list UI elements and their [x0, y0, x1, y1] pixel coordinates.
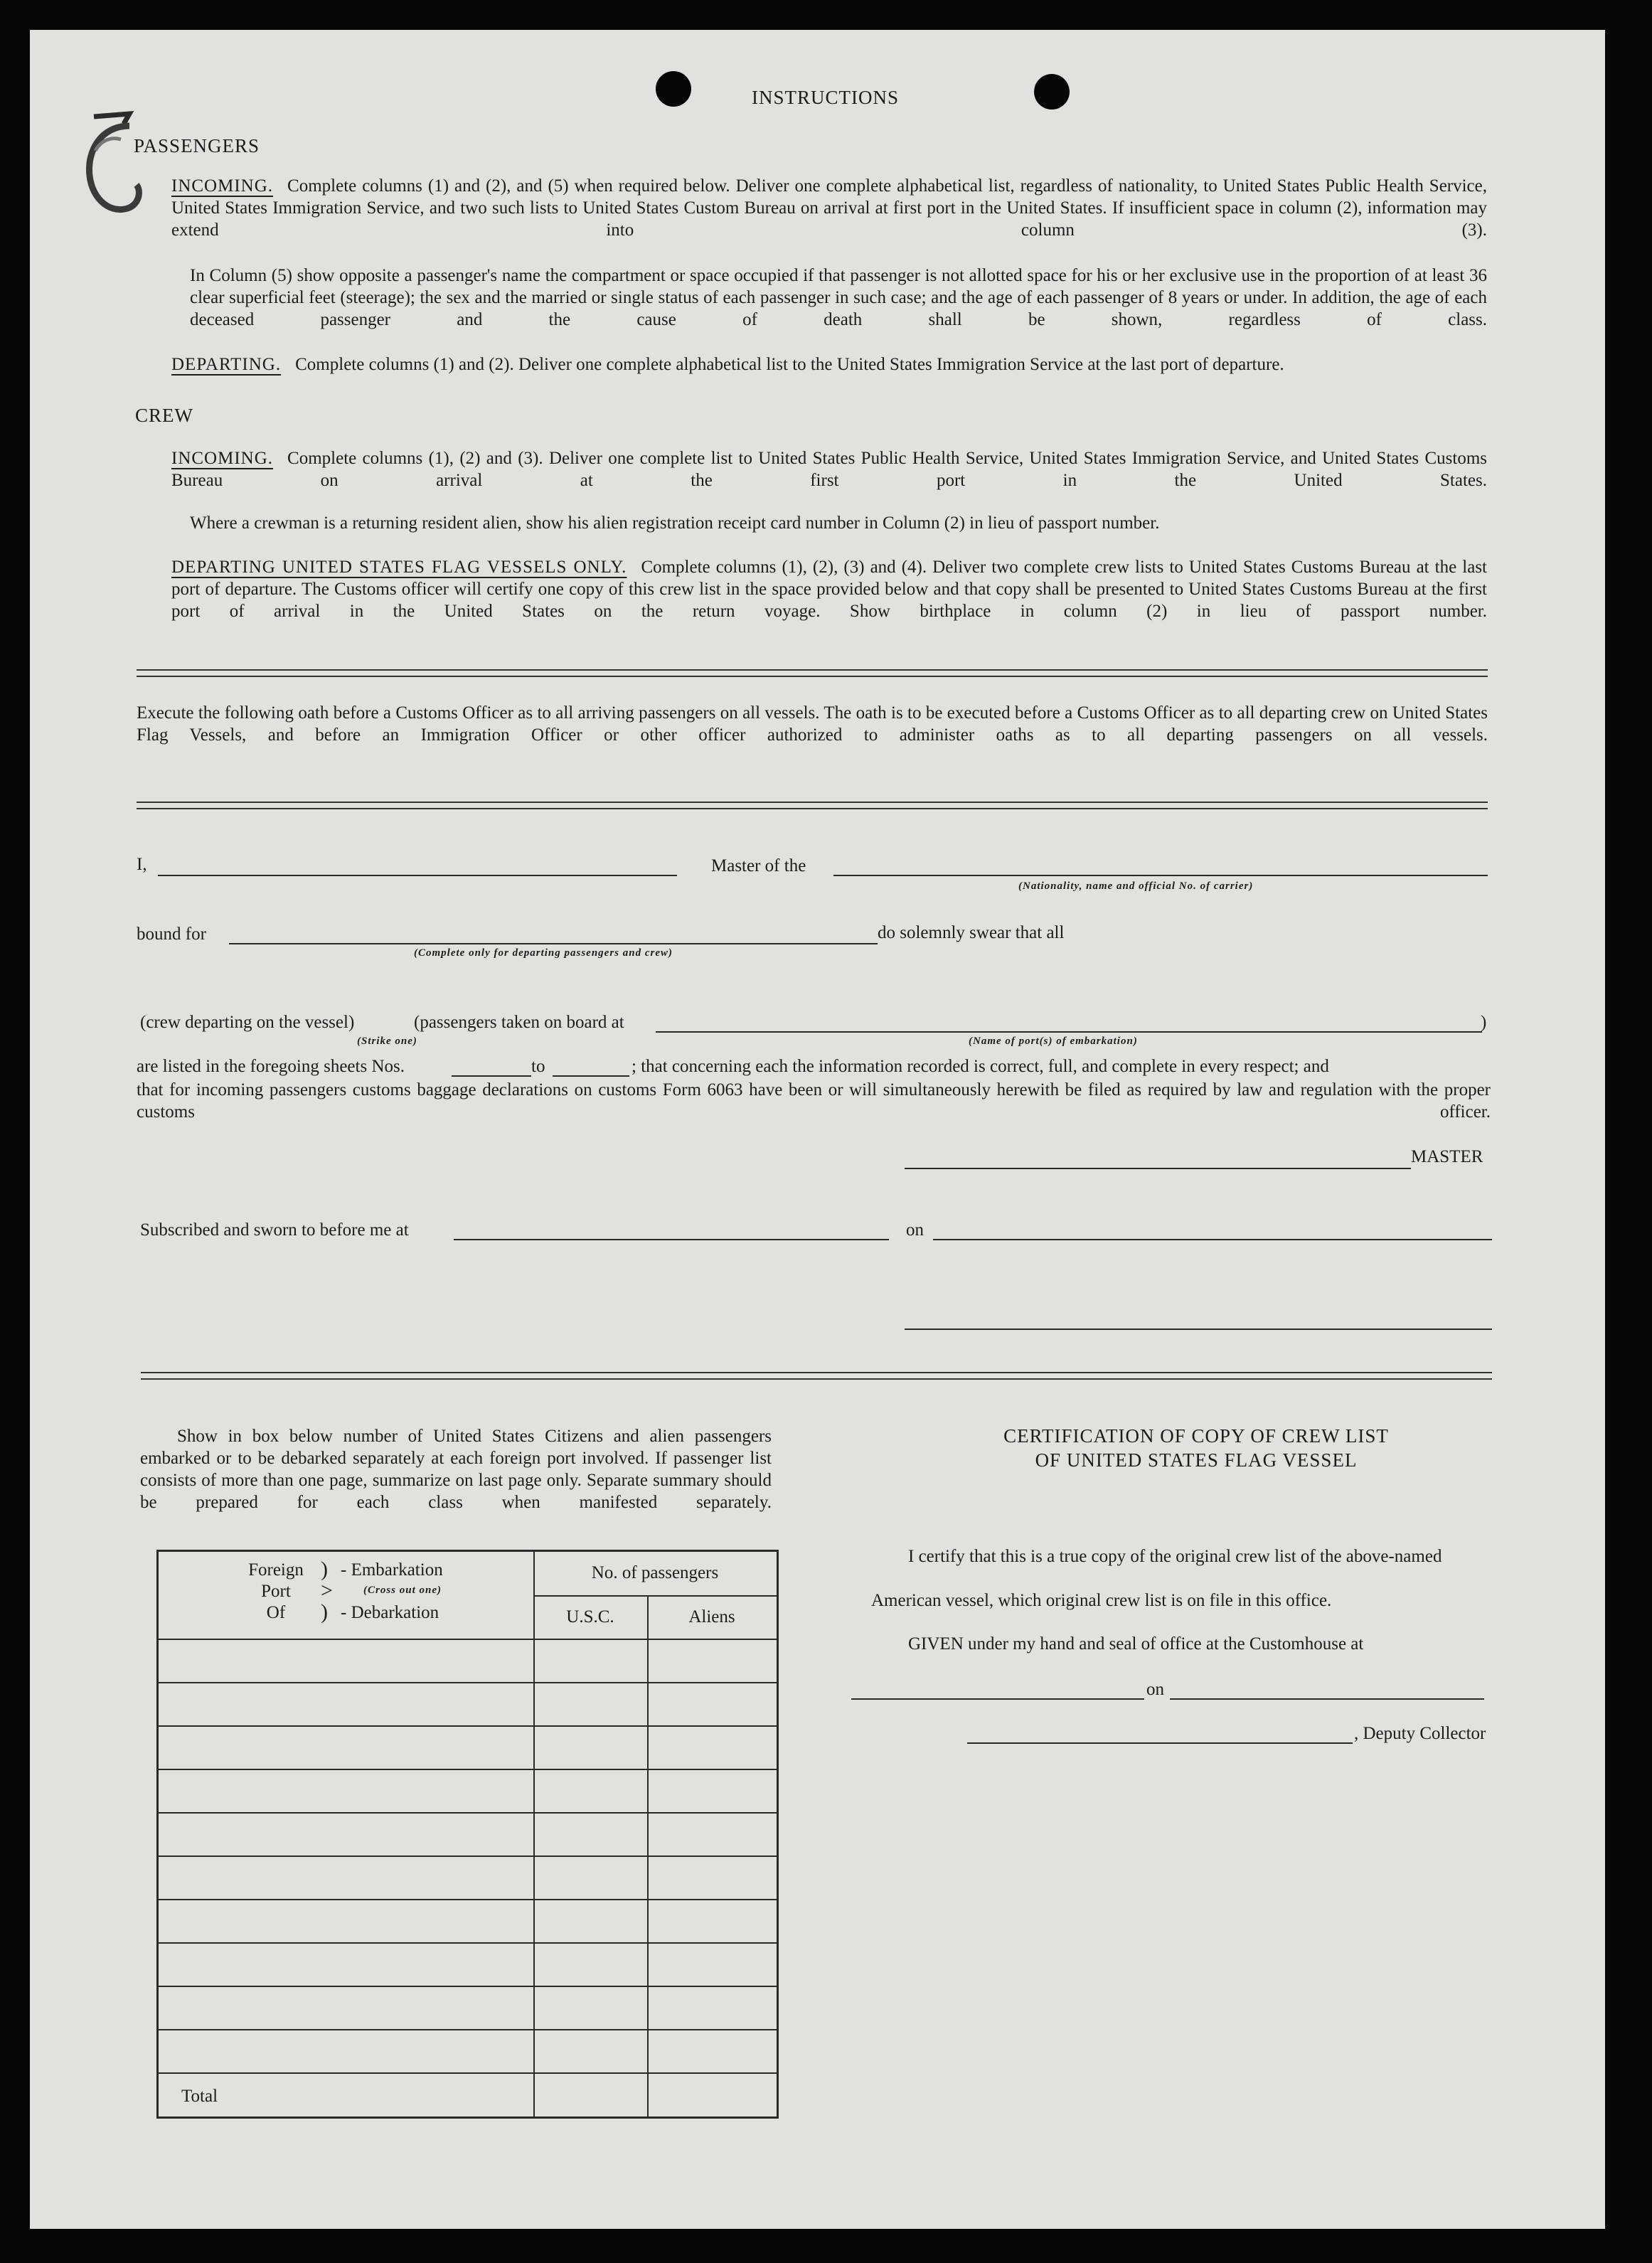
stamp-mark-icon: [80, 108, 158, 229]
table-row-rule: [159, 1812, 777, 1814]
certify-text: I certify that this is a true copy of the original crew list of the above-named: [908, 1547, 1442, 1566]
deputy-collector-label: , Deputy Collector: [1354, 1724, 1486, 1743]
passengers-taken-option: (passengers taken on board at: [414, 1013, 624, 1032]
crew-incoming-text: Complete columns (1), (2) and (3). Deliver one complete list to United States Public Health Service, United States Immigration Service, and United States Customs Bureau on arrival at the first port in the United States.: [171, 449, 1487, 490]
certification-title: [876, 1424, 1516, 1472]
officer-signature-field[interactable]: [905, 1328, 1492, 1330]
divider: [141, 1372, 1492, 1380]
form-page: [30, 30, 1605, 2229]
aliens-header: Aliens: [688, 1607, 735, 1626]
ports-caption: (Name of port(s) of embarkation): [969, 1035, 1138, 1047]
certification-title-line: OF UNITED STATES FLAG VESSEL: [1035, 1449, 1358, 1471]
sworn-date-field[interactable]: [933, 1239, 1492, 1240]
master-of-the-label: Master of the: [711, 856, 806, 875]
sworn-on-label: on: [906, 1220, 924, 1240]
total-label: Total: [181, 2087, 218, 2106]
crew-departing-label: DEPARTING UNITED STATES FLAG VESSELS ONLY.: [171, 558, 627, 577]
passengers-departing-text: Complete columns (1) and (2). Deliver one complete alphabetical list to the United States Immigration Service at the last port of departure.: [295, 355, 1284, 374]
oath-i-label: I,: [137, 855, 147, 874]
bound-caption: (Complete only for departing passengers and crew): [414, 947, 673, 959]
table-row-rule: [159, 1725, 777, 1727]
brace-icon: >: [321, 1579, 333, 1602]
bound-for-label: bound for: [137, 925, 206, 944]
port-header-line: Port: [261, 1582, 291, 1601]
crew-alien-paragraph: Where a crewman is a returning resident alien, show his alien registration receipt card number in Column (2) in lieu of passport number.: [190, 513, 1160, 533]
table-row-rule: [159, 2029, 777, 2030]
crew-heading: CREW: [135, 405, 193, 426]
carrier-field[interactable]: [833, 875, 1488, 876]
table-row-rule: [159, 1899, 777, 1900]
customhouse-field[interactable]: [851, 1698, 1144, 1700]
table-divider: [533, 1595, 777, 1597]
listed-prefix: are listed in the foregoing sheets Nos.: [137, 1057, 405, 1076]
master-name-field[interactable]: [158, 875, 677, 876]
bound-for-field[interactable]: [229, 943, 878, 944]
strike-one-caption: (Strike one): [357, 1035, 417, 1047]
cert-on-label: on: [1146, 1680, 1164, 1699]
port-header-line: Of: [266, 1603, 286, 1622]
passengers-departing-paragraph: [171, 353, 1487, 376]
no-passengers-header: No. of passengers: [591, 1563, 719, 1582]
cross-out-caption: (Cross out one): [363, 1585, 442, 1596]
crew-incoming-label: INCOMING.: [171, 449, 274, 468]
passenger-summary-table: [156, 1550, 779, 2119]
listed-continuation: that for incoming passengers customs baggage declarations on customs Form 6063 have been or will simultaneously herewith be filed as required by law and regulation with the proper customs officer.: [137, 1080, 1491, 1122]
solemnly-swear-text: do solemnly swear that all: [878, 923, 1065, 942]
embarkation-ports-field[interactable]: [656, 1031, 1482, 1033]
page-title: INSTRUCTIONS: [752, 87, 900, 108]
given-text: GIVEN under my hand and seal of office at the Customhouse at: [908, 1634, 1364, 1654]
master-signature-field[interactable]: [905, 1168, 1411, 1169]
listed-rest: ; that concerning each the information recorded is correct, full, and complete in every respect; and: [632, 1057, 1329, 1076]
sheet-to-field[interactable]: [553, 1075, 629, 1077]
crew-departing-option: (crew departing on the vessel): [140, 1013, 355, 1032]
passengers-incoming-paragraph: [171, 175, 1487, 241]
passengers-incoming-text: Complete columns (1) and (2), and (5) when required below. Deliver one complete alphabetical list, regardless of nationality, to United States Public Health Service, United States Immigration Service, and two such lists to United States Custom Bureau on arrival at first port in the United States. If insufficient space in column (2), information may extend into column (3).: [171, 176, 1487, 240]
column5-paragraph: In Column (5) show opposite a passenger's name the compartment or space occupied if that passenger is not allotted space for his or her exclusive use in the proportion of at least 36 clear superficial feet (steerage); the sex and the married or single status of each passenger in such case; and the age of each passenger of 8 years or under. In addition, the age of each deceased passenger and the cause of death shall be shown, regardless of class.: [190, 266, 1487, 329]
to-label: to: [531, 1057, 545, 1076]
usc-header: U.S.C.: [566, 1607, 614, 1626]
passengers-incoming-label: INCOMING.: [171, 176, 274, 196]
table-row-rule: [159, 1942, 777, 1944]
cert-date-field[interactable]: [1170, 1698, 1484, 1700]
sheet-from-field[interactable]: [452, 1075, 531, 1077]
divider: [137, 802, 1488, 809]
table-header-rule: [159, 1639, 777, 1640]
american-vessel-text: American vessel, which original crew list is on file in this office.: [871, 1591, 1332, 1610]
deputy-signature-field[interactable]: [967, 1742, 1353, 1744]
debarkation-option: - Debarkation: [341, 1603, 439, 1622]
brace-icon: ): [321, 1600, 328, 1624]
subscribed-label: Subscribed and sworn to before me at: [140, 1220, 409, 1240]
passengers-departing-label: DEPARTING.: [171, 355, 282, 374]
table-row-rule: [159, 2072, 777, 2074]
table-row-rule: [159, 1986, 777, 1987]
table-row-rule: [159, 1769, 777, 1770]
embarkation-option: - Embarkation: [341, 1560, 443, 1580]
crew-departing-text: Complete columns (1), (2), (3) and (4). Deliver two complete crew lists to United States Customs Bureau at the last port of departure. The Customs officer will certify one copy of this crew list in the space provided below and that copy shall be presented to United States Customs Bureau at the first port of arrival in the United States on the return voyage. Show birthplace in column (2) in lieu of passport number.: [171, 558, 1487, 621]
carrier-caption: (Nationality, name and official No. of carrier): [1018, 880, 1254, 892]
summary-instruction: Show in box below number of United States Citizens and alien passengers embarked or to be debarked separately at each foreign port involved. If passenger list consists of more than one page, summarize on last page only. Separate summary should be prepared for each class when manifested separately.: [140, 1427, 772, 1512]
crew-incoming-paragraph: [171, 447, 1487, 491]
passengers-heading: PASSENGERS: [134, 135, 260, 156]
sworn-place-field[interactable]: [454, 1239, 889, 1240]
table-divider: [533, 1552, 535, 2116]
close-paren: ): [1481, 1013, 1487, 1032]
punch-hole-left: [656, 71, 691, 107]
table-row-rule: [159, 1682, 777, 1683]
brace-icon: ): [321, 1558, 328, 1581]
master-label: MASTER: [1411, 1147, 1483, 1166]
crew-departing-paragraph: [171, 556, 1487, 622]
certification-title-line: CERTIFICATION OF COPY OF CREW LIST: [1003, 1425, 1389, 1447]
oath-instruction: Execute the following oath before a Customs Officer as to all arriving passengers on all vessels. The oath is to be executed before a Customs Officer as to all departing crew on United States Flag Vessels, and before an Immigration Officer or other officer authorized to administer oaths as to all departing passengers on all vessels.: [137, 703, 1488, 745]
punch-hole-right: [1034, 74, 1070, 110]
divider: [137, 669, 1488, 677]
table-row-rule: [159, 1855, 777, 1857]
port-header-line: Foreign: [248, 1560, 304, 1580]
